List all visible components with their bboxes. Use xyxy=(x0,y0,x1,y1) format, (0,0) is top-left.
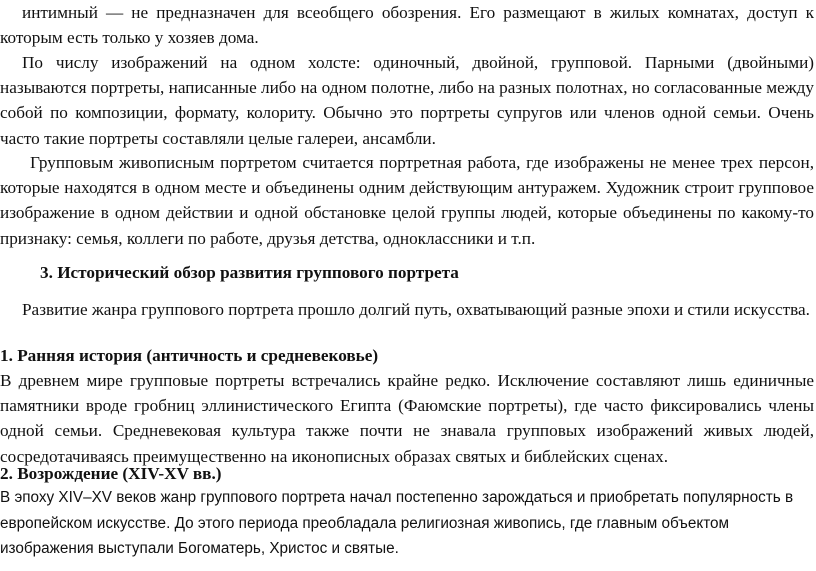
paragraph-renaissance: В эпоху XIV–XV веков жанр группового портрета начал постепенно зарождаться и приобретать популярность в европейском искусстве. До этого периода преобладала религиозная живопись, где главным объектом изображения выступали Богоматерь, Христос и святые. xyxy=(0,489,794,557)
section-heading: 3. Исторический обзор развития группового портрета xyxy=(40,263,459,282)
subheading-early-history: 1. Ранняя история (античность и средневековье) xyxy=(0,346,379,365)
paragraph-early-history: В древнем мире групповые портреты встречались крайне редко. Исключение составляют лишь единичные памятники вроде гробниц эллинистического Египта (Фаюмские портреты), где часто фиксировались члены одной семьи. Средневековая культура также почти не знавала групповых изображений живых людей, сосредотачиваясь преимущественно на иконописных образах святых и библейских сценах. xyxy=(0,371,814,466)
paragraph-intimate-portrait: интимный — не предназначен для всеобщего обозрения. Его размещают в жилых комнатах, доступ к которым есть только у хозяев дома. xyxy=(0,3,814,48)
paragraph-genre-development: Развитие жанра группового портрета прошло долгий путь, охватывающий разные эпохи и стили искусства. xyxy=(22,300,810,319)
paragraph-number-of-images: По числу изображений на одном холсте: одиночный, двойной, групповой. Парными (двойными) называются портреты, написанные либо на одном полотне, либо на разных полотнах, но согласованные между собой по композиции, формату, колориту. Обычно это портреты супругов или членов одной семьи. Очень часто такие портреты составляли целые галереи, ансамбли. xyxy=(0,53,814,148)
paragraph-group-portrait-definition: Групповым живописным портретом считается портретная работа, где изображены не менее трех персон, которые находятся в одном месте и объединены одним действующим антуражем. Художник строит групповое изображение в одном действии и одной обстановке целой группы людей, которые объединены по какому-то признаку: семья, коллеги по работе, друзья детства, одноклассники и т.п. xyxy=(0,153,814,248)
subheading-renaissance: 2. Возрождение (XIV-XV вв.) xyxy=(0,464,222,483)
